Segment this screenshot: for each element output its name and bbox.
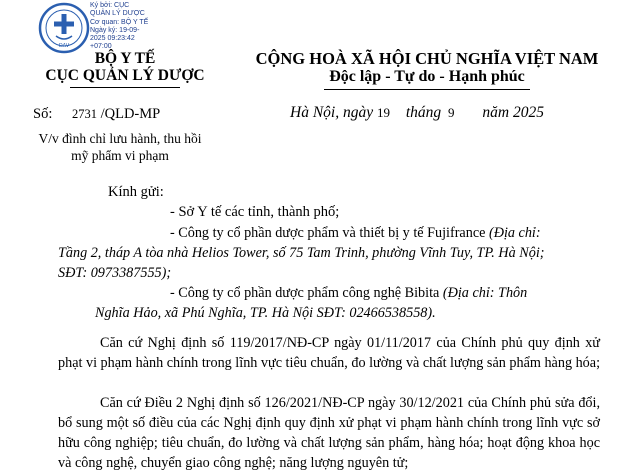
recipient-3-line-2: Nghĩa Hảo, xã Phú Nghĩa, TP. Hà Nội SĐT: 02466538558). [95,305,436,321]
subject [0,130,240,164]
dav-seal-logo [38,2,90,54]
motto-underline [324,89,530,90]
number-label: Số: [33,106,53,122]
signature-org: Cơ quan: BỘ Y TẾ [90,18,149,26]
recipient-2-line-1 [170,225,541,242]
subject-line-2: mỹ phẩm vi phạm [71,148,169,163]
greeting: Kính gửi: [108,184,164,200]
svg-text:DAV: DAV [58,43,70,49]
recipient-3-address-start: (Địa chỉ: Thôn [442,285,528,301]
national-motto: Độc lập - Tự do - Hạnh phúc [329,68,525,85]
recipient-3-name: - Công ty cổ phần dược phẩm công nghệ Bibita [170,285,443,301]
paragraph-2: Căn cứ Điều 2 Nghị định số 126/2021/NĐ-CP ngày 30/12/2021 của Chính phủ sửa đổi, bổ sung một số điều của các Nghị định quy định xử phạt vi phạm hành chính trong lĩnh vực sở hữu công nghiệp; tiêu chuẩn, đo lường và chất lượng sản phẩm, hàng hóa; hoạt động khoa học và công nghệ, chuyển giao công nghệ; năng lượng nguyên tử; [58,395,600,471]
document-number [33,106,160,123]
nation-name: CỘNG HOÀ XÃ HỘI CHỦ NGHĨA VIỆT NAM [255,49,599,68]
date-month: 9 [448,105,455,120]
recipient-2-address-start: (Địa chỉ: [488,225,541,241]
number-suffix: /QLD-MP [100,106,161,122]
signature-timezone: +07:00 [90,43,112,51]
signature-date: Ngày ký: 19-09-2025 09:23:42 [90,26,140,43]
recipient-2-line-2: Tầng 2, tháp A tòa nhà Helios Tower, số 75 Tam Trinh, phường Vĩnh Tuy, TP. Hà Nội; [58,245,545,261]
recipient-1: - Sở Y tế các tỉnh, thành phố; [170,204,340,220]
year-label: năm 2025 [482,104,544,121]
subject-line-1: V/v đình chỉ lưu hành, thu hồi [38,131,202,146]
department-underline [70,87,180,88]
recipient-3-line-1 [170,285,527,302]
paragraph-1: Căn cứ Nghị định số 119/2017/NĐ-CP ngày 01/11/2017 của Chính phủ quy định xử phạt vi phạm hành chính trong lĩnh vực tiêu chuẩn, đo lường và chất lượng sản phẩm hàng hóa; [58,335,601,371]
digital-signature-info [90,2,150,52]
place-label: Hà Nội, ngày [290,104,374,121]
date-day: 19 [376,105,390,120]
place-date [290,104,544,122]
recipient-2-name: - Công ty cổ phần dược phẩm và thiết bị y tế Fujifrance [170,225,489,241]
month-label: tháng [405,104,442,121]
recipient-2-line-3: SĐT: 0973387555); [58,265,172,281]
signature-signer: Ký bởi: CỤC QUẢN LÝ DƯỢC [90,2,145,18]
number-value: 2731 [71,107,97,121]
ministry-name: BỘ Y TẾ [94,50,156,67]
department-name: CỤC QUẢN LÝ DƯỢC [45,67,205,84]
